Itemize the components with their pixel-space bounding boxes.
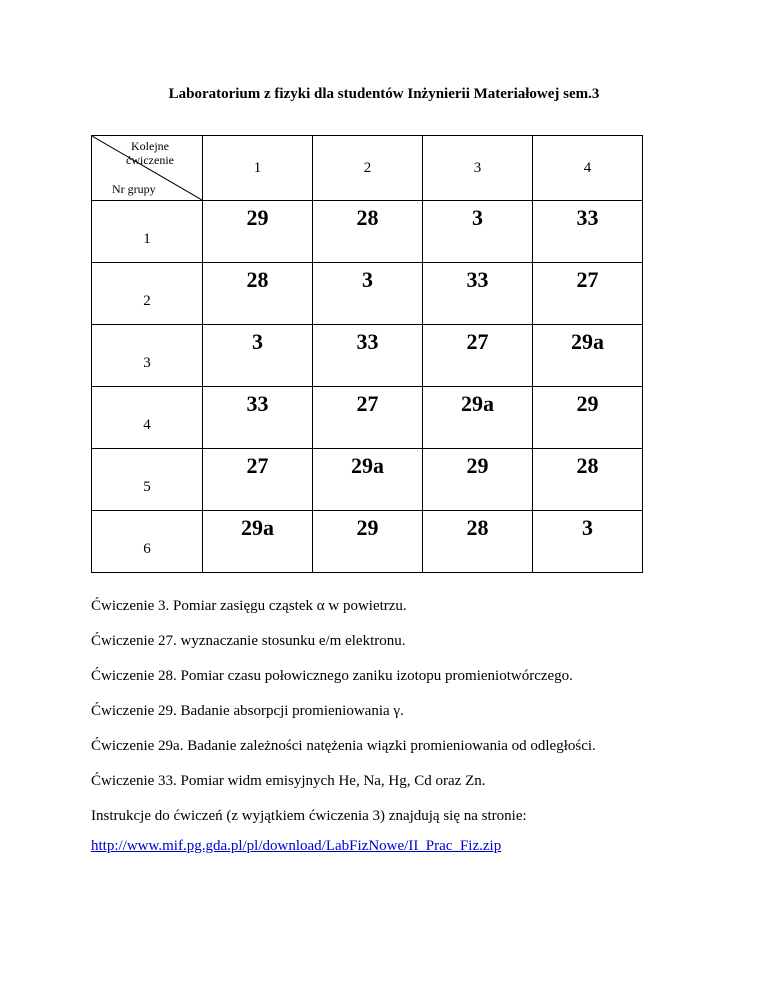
value-cell: 28 (533, 449, 643, 511)
value-cell: 27 (203, 449, 313, 511)
value-cell: 28 (423, 511, 533, 573)
value-cell: 3 (203, 325, 313, 387)
header-row (92, 136, 643, 201)
value-cell: 3 (313, 263, 423, 325)
note-exercise-29a: Ćwiczenie 29a. Badanie zależności natężenia wiązki promieniowania od odległości. (91, 738, 596, 754)
column-header: 1 (203, 136, 313, 201)
value-cell: 27 (423, 325, 533, 387)
schedule-table (91, 135, 643, 573)
value-cell: 29a (533, 325, 643, 387)
column-header: 3 (423, 136, 533, 201)
value-cell: 27 (313, 387, 423, 449)
value-cell: 3 (423, 201, 533, 263)
value-cell: 28 (203, 263, 313, 325)
exercise-notes (91, 596, 677, 871)
group-cell: 3 (92, 325, 203, 387)
table-row (92, 387, 643, 449)
note-exercise-28: Ćwiczenie 28. Pomiar czasu połowicznego zaniku izotopu promieniotwórczego. (91, 668, 573, 684)
table-row (92, 511, 643, 573)
group-cell: 6 (92, 511, 203, 573)
value-cell: 29 (313, 511, 423, 573)
document-title: Laboratorium z fizyki dla studentów Inżynierii Materiałowej sem.3 (168, 86, 600, 102)
table-row (92, 449, 643, 511)
instructions-link[interactable]: http://www.mif.pg.gda.pl/pl/download/LabFizNowe/II_Prac_Fiz.zip (91, 838, 502, 854)
value-cell: 29 (203, 201, 313, 263)
value-cell: 29a (423, 387, 533, 449)
group-cell: 1 (92, 201, 203, 263)
value-cell: 29 (533, 387, 643, 449)
column-header: 2 (313, 136, 423, 201)
corner-cell (92, 136, 203, 201)
value-cell: 29 (423, 449, 533, 511)
value-cell: 3 (533, 511, 643, 573)
value-cell: 33 (423, 263, 533, 325)
corner-label-exercise: Kolejne ćwiczenie (126, 139, 174, 167)
value-cell: 27 (533, 263, 643, 325)
column-header: 4 (533, 136, 643, 201)
value-cell: 28 (313, 201, 423, 263)
table-row (92, 263, 643, 325)
instructions-text: Instrukcje do ćwiczeń (z wyjątkiem ćwiczenia 3) znajdują się na stronie: (91, 808, 527, 824)
corner-label-group: Nr grupy (112, 182, 156, 196)
note-exercise-33: Ćwiczenie 33. Pomiar widm emisyjnych He, Na, Hg, Cd oraz Zn. (91, 773, 486, 789)
note-exercise-29: Ćwiczenie 29. Badanie absorpcji promieniowania γ. (91, 703, 404, 719)
group-cell: 5 (92, 449, 203, 511)
group-cell: 4 (92, 387, 203, 449)
table-row (92, 201, 643, 263)
value-cell: 33 (533, 201, 643, 263)
table-row (92, 325, 643, 387)
group-cell: 2 (92, 263, 203, 325)
note-exercise-3: Ćwiczenie 3. Pomiar zasięgu cząstek α w powietrzu. (91, 598, 407, 614)
value-cell: 29a (203, 511, 313, 573)
note-exercise-27: Ćwiczenie 27. wyznaczanie stosunku e/m elektronu. (91, 633, 406, 649)
value-cell: 29a (313, 449, 423, 511)
value-cell: 33 (203, 387, 313, 449)
value-cell: 33 (313, 325, 423, 387)
